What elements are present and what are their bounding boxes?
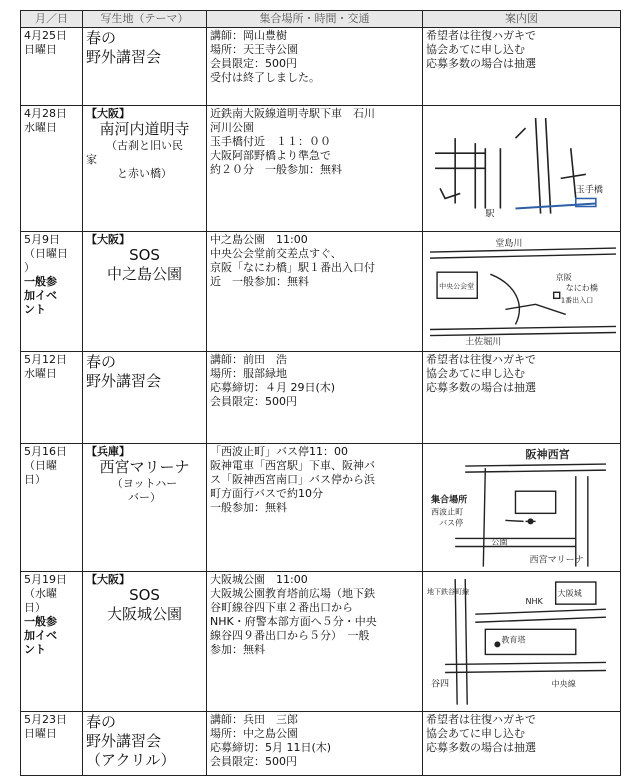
prefecture-tag: 【大阪】 xyxy=(86,233,130,246)
info-cell xyxy=(207,106,423,232)
weekday: 水曜日 xyxy=(24,121,57,134)
event-label: 加イベ xyxy=(24,629,57,642)
map-cell xyxy=(423,572,621,712)
map-label: 土佐堀川 xyxy=(465,337,502,348)
theme-cell xyxy=(83,712,207,776)
theme-cell xyxy=(83,232,207,352)
info-line: 場所：天王寺公園 xyxy=(210,43,298,56)
info-line: 近鉄南大阪線道明寺駅下車 石川 xyxy=(210,107,375,120)
map-cell xyxy=(423,106,621,232)
header-row xyxy=(21,11,621,28)
theme-subtitle: 家 xyxy=(86,153,97,166)
prefecture-tag: 【兵庫】 xyxy=(86,445,130,458)
date: 4月28日 xyxy=(24,107,67,120)
theme-line: 大阪城公園 xyxy=(106,605,182,623)
guide-cell xyxy=(423,712,621,776)
info-line: 会員限定：500円 xyxy=(210,395,297,408)
info-cell xyxy=(207,28,423,106)
info-cell xyxy=(207,352,423,444)
prefecture-tag: 【大阪】 xyxy=(86,573,130,586)
map-label: 集合場所 xyxy=(431,495,468,506)
header-map: 案内図 xyxy=(423,11,621,28)
info-line: 京阪「なにわ橋」駅１番出入口付 xyxy=(210,261,375,274)
date: 5月19日 xyxy=(24,573,67,586)
header-date: 月／日 xyxy=(21,11,83,28)
map-label: 西波止町 xyxy=(431,507,464,517)
theme-line: （アクリル） xyxy=(86,751,176,769)
theme-line: SOS xyxy=(129,586,160,604)
info-cell xyxy=(207,444,423,572)
date-cell xyxy=(21,572,83,712)
table-row xyxy=(21,28,621,106)
theme-cell xyxy=(83,28,207,106)
guide-cell xyxy=(423,352,621,444)
map-label: 駅 xyxy=(485,209,495,220)
theme-line: 春の xyxy=(86,353,117,371)
date-cell xyxy=(21,444,83,572)
theme-subtitle: （古刹と旧い民 xyxy=(106,139,183,152)
info-line: 受付は終了しました。 xyxy=(210,71,320,84)
map-label: 地下鉄谷町線 xyxy=(427,587,470,597)
info-line: 阪神電車「西宮駅」下車、阪神バ xyxy=(210,459,375,472)
map-cell xyxy=(423,232,621,352)
info-line: 玉手橋付近 １１：００ xyxy=(210,135,331,148)
info-line: 中央公会堂前交差点すぐ、 xyxy=(210,247,342,260)
info-line: 参加：無料 xyxy=(210,643,265,656)
info-line: 大阪城公園 11:00 xyxy=(210,573,308,586)
theme-line: 野外講習会 xyxy=(86,48,162,66)
map-label: 玉手橋 xyxy=(575,185,603,196)
map-osakajo xyxy=(425,574,618,709)
info-line: 会員限定：500円 xyxy=(210,57,297,70)
map-label: バス停 xyxy=(439,518,464,528)
weekday: （日曜 xyxy=(24,459,57,472)
guide-line: 協会あてに申し込む xyxy=(426,367,525,380)
map-label: 中央公会堂 xyxy=(439,281,475,291)
info-line: 河川公園 xyxy=(210,121,254,134)
theme-cell xyxy=(83,352,207,444)
info-line: 中之島公園 11:00 xyxy=(210,233,308,246)
weekday: 日） xyxy=(24,473,46,486)
header-theme: 写生地（テーマ） xyxy=(83,11,207,28)
date-cell xyxy=(21,352,83,444)
map-label: 中央線 xyxy=(551,679,576,689)
guide-line: 応募多数の場合は抽選 xyxy=(426,381,536,394)
guide-line: 応募多数の場合は抽選 xyxy=(426,741,536,754)
map-label: 谷四 xyxy=(431,679,450,690)
theme-cell xyxy=(83,444,207,572)
header-info: 集合場所・時間・交通 xyxy=(207,11,423,28)
theme-line: 野外講習会 xyxy=(86,732,162,750)
schedule-table xyxy=(20,10,621,776)
info-line: 場所：服部緑地 xyxy=(210,367,287,380)
date-cell xyxy=(21,28,83,106)
map-nakanoshima xyxy=(425,234,618,349)
info-line: 場所：中之島公園 xyxy=(210,727,298,740)
guide-line: 協会あてに申し込む xyxy=(426,727,525,740)
date: 5月12日 xyxy=(24,353,67,366)
event-label: ント xyxy=(24,643,46,656)
info-line: 線谷四９番出口から５分） 一般 xyxy=(210,629,370,642)
info-line: 講師：岡山豊樹 xyxy=(210,29,287,42)
date: 5月9日 xyxy=(24,233,60,246)
event-label: 一般参 xyxy=(24,615,57,628)
map-label: 公園 xyxy=(491,537,508,547)
guide-line: 協会あてに申し込む xyxy=(426,43,525,56)
info-line: 講師：前田 浩 xyxy=(210,353,287,366)
prefecture-tag: 【大阪】 xyxy=(86,107,130,120)
map-nishinomiya xyxy=(425,446,618,569)
info-cell xyxy=(207,572,423,712)
info-line: 町方面行バスで約10分 xyxy=(210,487,323,500)
info-line: 応募締切：４月 29日(木) xyxy=(210,381,336,394)
weekday: （水曜 xyxy=(24,587,57,600)
theme-line: 南河内道明寺 xyxy=(99,120,190,138)
theme-line: 春の xyxy=(86,713,117,731)
table-row xyxy=(21,712,621,776)
map-label: 1番出入口 xyxy=(560,295,594,305)
info-line: ス「阪神西宮南口」バス停から浜 xyxy=(210,473,375,486)
theme-cell xyxy=(83,572,207,712)
map-label: NHK xyxy=(525,597,543,607)
info-cell xyxy=(207,712,423,776)
info-line: 大阪阿部野橋より準急で xyxy=(210,149,331,162)
theme-line: 野外講習会 xyxy=(86,372,162,390)
info-line: 大阪城公園教育塔前広場（地下鉄 xyxy=(210,587,375,600)
info-line: 応募締切：5月 11日(木) xyxy=(210,741,332,754)
weekday: 水曜日 xyxy=(24,367,57,380)
info-line: 一般参加：無料 xyxy=(210,501,287,514)
date: 5月16日 xyxy=(24,445,67,458)
theme-subtitle: と赤い橋） xyxy=(117,167,172,180)
info-line: 約２０分 一般参加：無料 xyxy=(210,163,342,176)
info-line: 「西波止町」バス停11：00 xyxy=(210,445,348,458)
weekday: 日曜日 xyxy=(24,43,57,56)
event-label: 一般参 xyxy=(24,275,57,288)
weekday: 日曜日 xyxy=(24,727,57,740)
table-row xyxy=(21,444,621,572)
theme-line: 中之島公園 xyxy=(106,265,182,283)
theme-line: SOS xyxy=(129,246,160,264)
info-cell xyxy=(207,232,423,352)
weekday: （日曜日 xyxy=(24,247,68,260)
guide-line: 希望者は往復ハガキで xyxy=(426,713,536,726)
theme-subtitle: （ヨットハー xyxy=(111,477,178,490)
table-row xyxy=(21,572,621,712)
info-line: NHK・府警本部方面へ５分・中央 xyxy=(210,615,377,628)
map-label: 大阪城 xyxy=(557,589,582,599)
map-domyoji xyxy=(425,108,618,229)
map-label: 京阪 xyxy=(555,273,572,283)
map-label: 西宮マリーナ xyxy=(529,555,584,566)
map-label: なにわ橋 xyxy=(565,283,598,293)
info-line: 講師：兵田 三郎 xyxy=(210,713,298,726)
date-cell xyxy=(21,232,83,352)
info-line: 会員限定：500円 xyxy=(210,755,297,768)
theme-line: 西宮マリーナ xyxy=(99,458,190,476)
theme-subtitle: バー） xyxy=(128,491,161,504)
guide-line: 応募多数の場合は抽選 xyxy=(426,57,536,70)
map-label: 堂島川 xyxy=(495,239,523,250)
info-line: 谷町線谷四下車２番出口から xyxy=(210,601,353,614)
theme-line: 春の xyxy=(86,29,117,47)
table-row xyxy=(21,106,621,232)
guide-line: 希望者は往復ハガキで xyxy=(426,353,536,366)
table-row xyxy=(21,352,621,444)
guide-line: 希望者は往復ハガキで xyxy=(426,29,536,42)
date-cell xyxy=(21,712,83,776)
date-cell xyxy=(21,106,83,232)
date: 4月25日 xyxy=(24,29,67,42)
theme-cell xyxy=(83,106,207,232)
map-label: 教育塔 xyxy=(501,635,526,645)
map-label: 阪神西宮 xyxy=(525,448,570,462)
weekday: 日） xyxy=(24,601,46,614)
event-label: ント xyxy=(24,303,46,316)
date: 5月23日 xyxy=(24,713,67,726)
table-row xyxy=(21,232,621,352)
map-cell xyxy=(423,444,621,572)
event-label: 加イベ xyxy=(24,289,57,302)
guide-cell xyxy=(423,28,621,106)
weekday: ） xyxy=(24,261,35,274)
info-line: 近 一般参加：無料 xyxy=(210,275,309,288)
